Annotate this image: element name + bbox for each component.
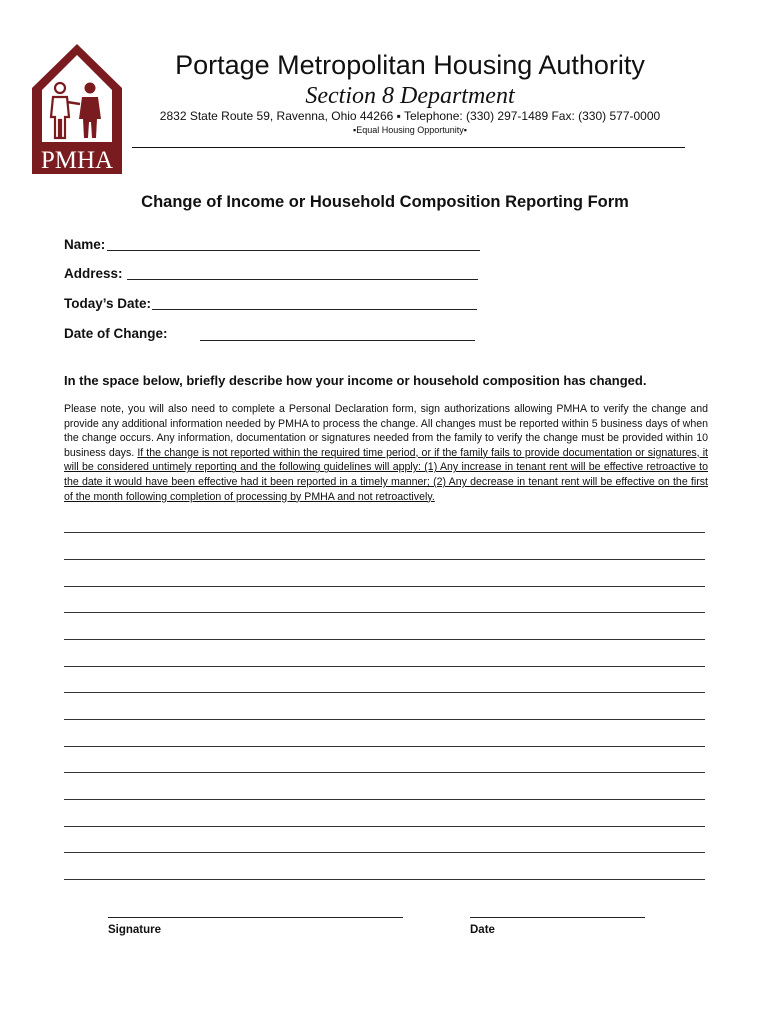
writing-line[interactable] bbox=[64, 826, 705, 827]
writing-line[interactable] bbox=[64, 532, 705, 533]
todays-date-field-line[interactable] bbox=[152, 309, 477, 310]
writing-line[interactable] bbox=[64, 772, 705, 773]
signature-label: Signature bbox=[108, 924, 162, 936]
writing-line[interactable] bbox=[64, 639, 705, 640]
note-paragraph bbox=[64, 402, 708, 504]
date-label: Date bbox=[470, 924, 495, 936]
equal-housing-text: ▪Equal Housing Opportunity▪ bbox=[353, 125, 467, 135]
writing-line[interactable] bbox=[64, 852, 705, 853]
name-field-line[interactable] bbox=[107, 250, 480, 251]
address-label: Address: bbox=[64, 266, 123, 281]
name-label: Name: bbox=[64, 237, 106, 252]
address-field-line[interactable] bbox=[127, 279, 478, 280]
writing-line[interactable] bbox=[64, 746, 705, 747]
instruction-heading: In the space below, briefly describe how your income or household composition has changed. bbox=[64, 373, 647, 388]
writing-line[interactable] bbox=[64, 559, 705, 560]
writing-line[interactable] bbox=[64, 879, 705, 880]
writing-line[interactable] bbox=[64, 692, 705, 693]
date-line[interactable] bbox=[470, 917, 645, 918]
note-underlined-text: If the change is not reported within the required time period, or if the family fails to provide documentation or signatures, it will be considered untimely reporting and the following guidelines will apply: (1) Any increase in tenant rent will be effective retroactive to the date it would have been effective had it been reported in a timely manner; (2) Any decrease in tenant rent will be effective on the first of the month following completion of processing by PMHA and not retroactively. bbox=[64, 446, 708, 503]
todays-date-label: Today’s Date: bbox=[64, 296, 152, 311]
writing-line[interactable] bbox=[64, 799, 705, 800]
writing-line[interactable] bbox=[64, 666, 705, 667]
writing-line[interactable] bbox=[64, 719, 705, 720]
logo-text: PMHA bbox=[40, 147, 114, 174]
department-name: Section 8 Department bbox=[305, 83, 515, 109]
signature-line[interactable] bbox=[108, 917, 403, 918]
date-of-change-field-line[interactable] bbox=[200, 340, 475, 341]
contact-address: 2832 State Route 59, Ravenna, Ohio 44266 ▪ Telephone: (330) 297-1489 Fax: (330) 577-0000 bbox=[159, 109, 661, 123]
writing-line[interactable] bbox=[64, 612, 705, 613]
writing-line[interactable] bbox=[64, 586, 705, 587]
date-of-change-label: Date of Change: bbox=[64, 326, 168, 341]
pmha-logo bbox=[30, 42, 124, 176]
note-plain-text: Please note, you will also need to complete a Personal Declaration form, sign authorizations allowing PMHA to verify the change and provide any additional information needed by PMHA to process the change. All changes must be reported within 5 business days of when the change occurs. Any information, documentation or signatures needed from the family to verify the change must be provided within 10 business days. bbox=[64, 403, 708, 459]
organization-name: Portage Metropolitan Housing Authority bbox=[175, 50, 645, 80]
header-divider bbox=[132, 147, 685, 148]
form-title: Change of Income or Household Composition Reporting Form bbox=[141, 193, 629, 211]
